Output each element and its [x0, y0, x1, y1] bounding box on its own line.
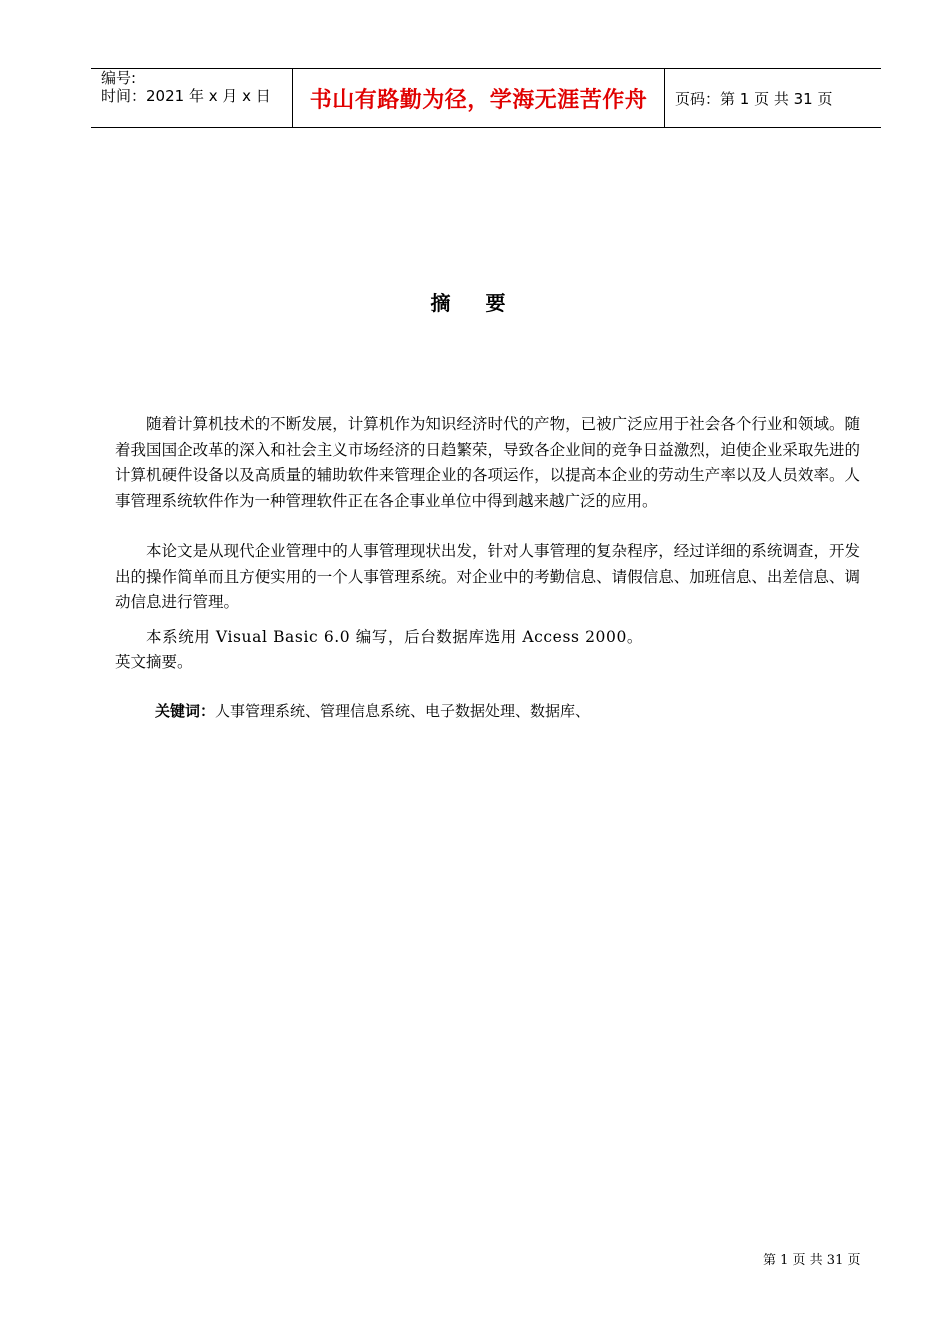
abstract-paragraph-2: 本论文是从现代企业管理中的人事管理现状出发，针对人事管理的复杂程序，经过详细的系统调查，开发出的操作简单而且方便实用的一个人事管理系统。对企业中的考勤信息、请假信息、加班信息、出差信息、调动信息进行管理。	[115, 542, 860, 611]
header-motto: 书山有路勤为径，学海无涯苦作舟	[309, 87, 648, 113]
page-header	[91, 68, 881, 128]
header-page-number: 页码：第 1 页 共 31 页	[675, 89, 833, 108]
header-page-cell	[665, 69, 881, 127]
document-date-label: 时间：2021 年 x 月 x 日	[101, 87, 271, 105]
header-meta-cell	[91, 69, 293, 127]
abstract-paragraph-1: 随着计算机技术的不断发展，计算机作为知识经济时代的产物，已被广泛应用于社会各个行业和领域。随着我国国企改革的深入和社会主义市场经济的日趋繁荣，导致各企业间的竞争日益激烈，迫使企业采取先进的计算机硬件设备以及高质量的辅助软件来管理企业的各项运作，以提高本企业的劳动生产率以及人员效率。人事管理系统软件作为一种管理软件正在各企事业单位中得到越来越广泛的应用。	[115, 415, 860, 510]
keywords-text: 人事管理系统、管理信息系统、电子数据处理、数据库、	[215, 702, 591, 720]
keywords-line	[155, 700, 590, 721]
abstract-paragraph-3: 本系统用 Visual Basic 6.0 编写，后台数据库选用 Access 2000。	[146, 628, 644, 646]
header-motto-cell	[293, 69, 665, 127]
footer-page-number: 第 1 页 共 31 页	[763, 1253, 861, 1268]
english-abstract-note: 英文摘要。	[115, 653, 193, 671]
document-number-label: 编号:	[101, 69, 137, 87]
abstract-title: 摘 要	[430, 291, 520, 315]
keywords-label: 关键词：	[155, 702, 216, 720]
